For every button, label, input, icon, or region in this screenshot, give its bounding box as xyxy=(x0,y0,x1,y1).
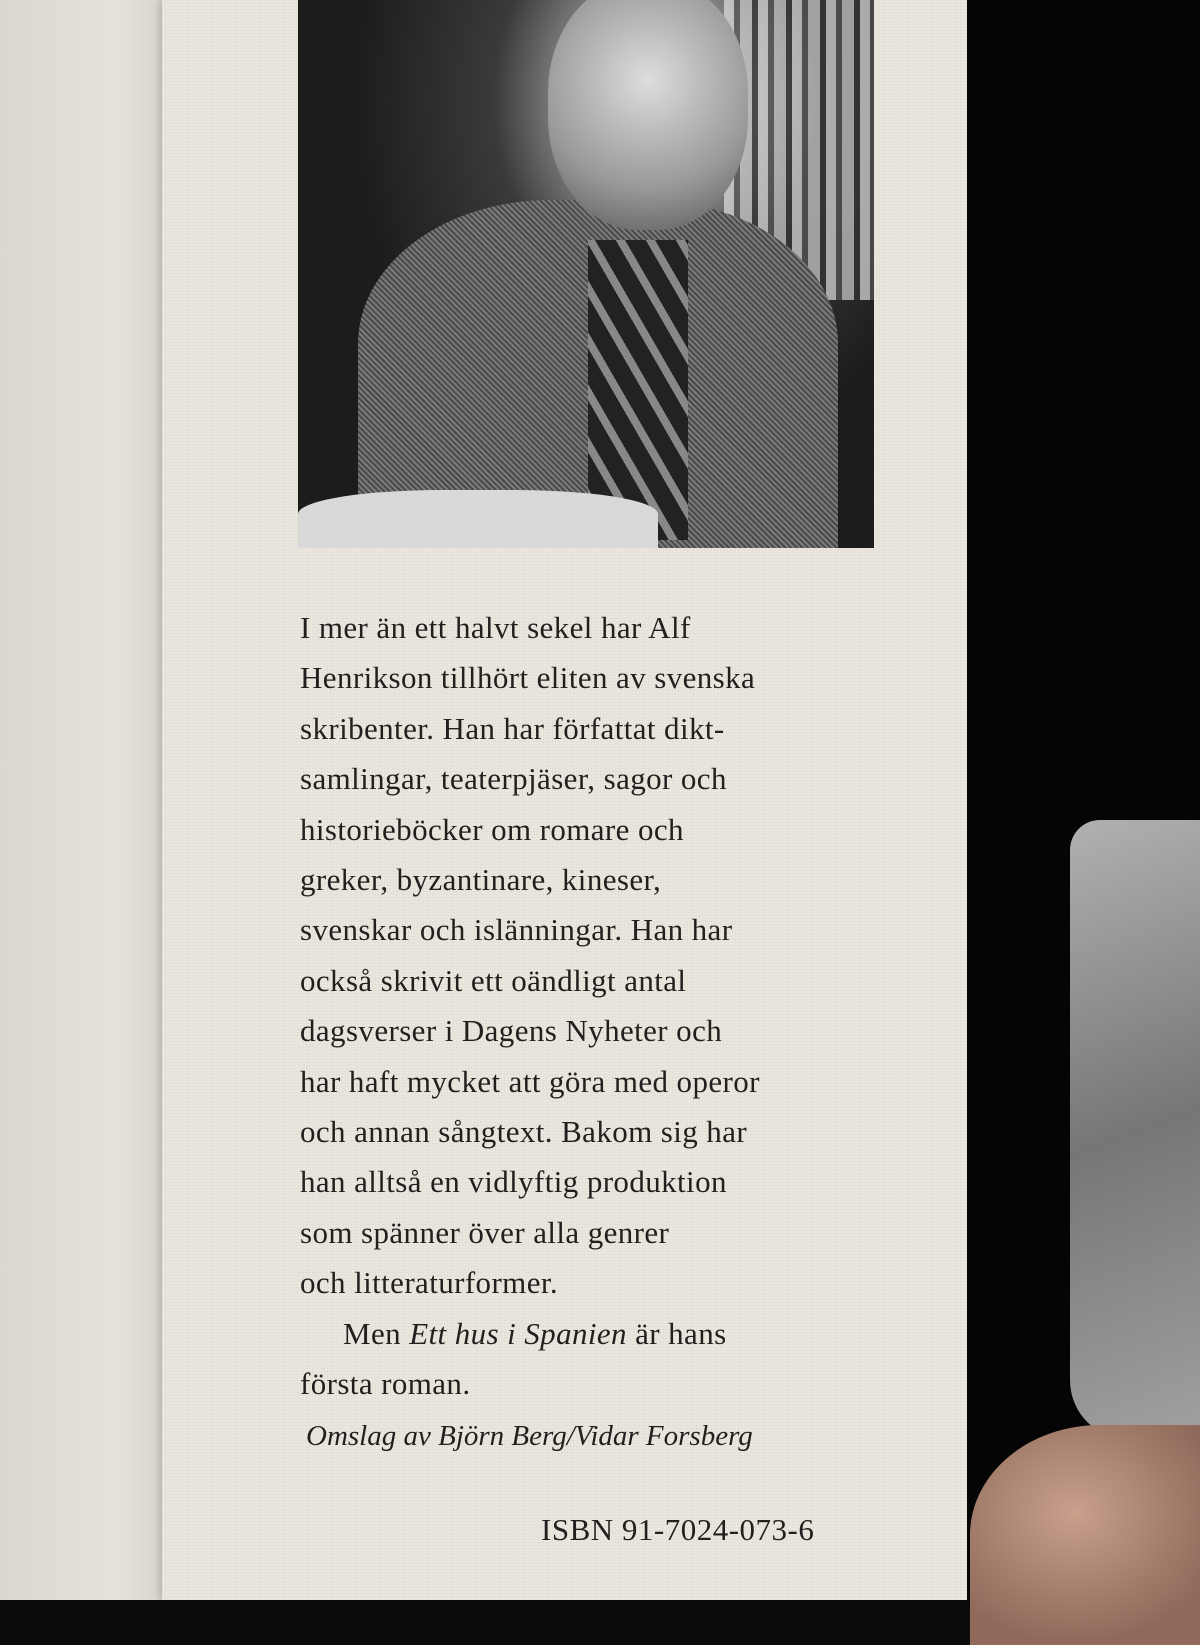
closing-line xyxy=(300,1309,900,1359)
cover-credit: Omslag av Björn Berg/Vidar Forsberg xyxy=(306,1420,753,1452)
bio-line: svenskar och islänningar. Han har xyxy=(300,912,733,948)
bio-line: Henrikson tillhört eliten av svenska xyxy=(300,660,756,696)
bio-line: dagsverser i Dagens Nyheter och xyxy=(300,1013,723,1049)
closing-post: är hans xyxy=(626,1315,727,1351)
book-title: Ett hus i Spanien xyxy=(409,1315,627,1351)
author-bio xyxy=(300,603,900,1410)
bio-line: också skrivit ett oändligt antal xyxy=(300,962,687,998)
author-photo xyxy=(298,0,874,548)
open-book xyxy=(298,490,658,548)
closing-pre: Men xyxy=(343,1315,410,1351)
bio-line: och litteraturformer. xyxy=(300,1265,559,1301)
bio-line: greker, byzantinare, kineser, xyxy=(300,862,662,898)
adjacent-page xyxy=(0,0,165,1600)
crumpled-paper xyxy=(1070,820,1200,1440)
bio-line: samlingar, teaterpjäser, sagor och xyxy=(300,761,727,797)
bio-line: han alltså en vidlyftig produktion xyxy=(300,1164,727,1200)
closing-line-2: första roman. xyxy=(300,1366,471,1402)
bio-line: har haft mycket att göra med operor xyxy=(300,1063,760,1099)
face xyxy=(548,0,748,230)
bio-line: som spänner över alla genrer xyxy=(300,1214,670,1250)
bio-line: I mer än ett halvt sekel har Alf xyxy=(300,610,691,645)
bio-line: historieböcker om romare och xyxy=(300,811,684,847)
bio-line: och annan sångtext. Bakom sig har xyxy=(300,1114,748,1150)
bio-line: skribenter. Han har författat dikt- xyxy=(300,710,725,746)
isbn: ISBN 91-7024-073-6 xyxy=(541,1512,815,1547)
